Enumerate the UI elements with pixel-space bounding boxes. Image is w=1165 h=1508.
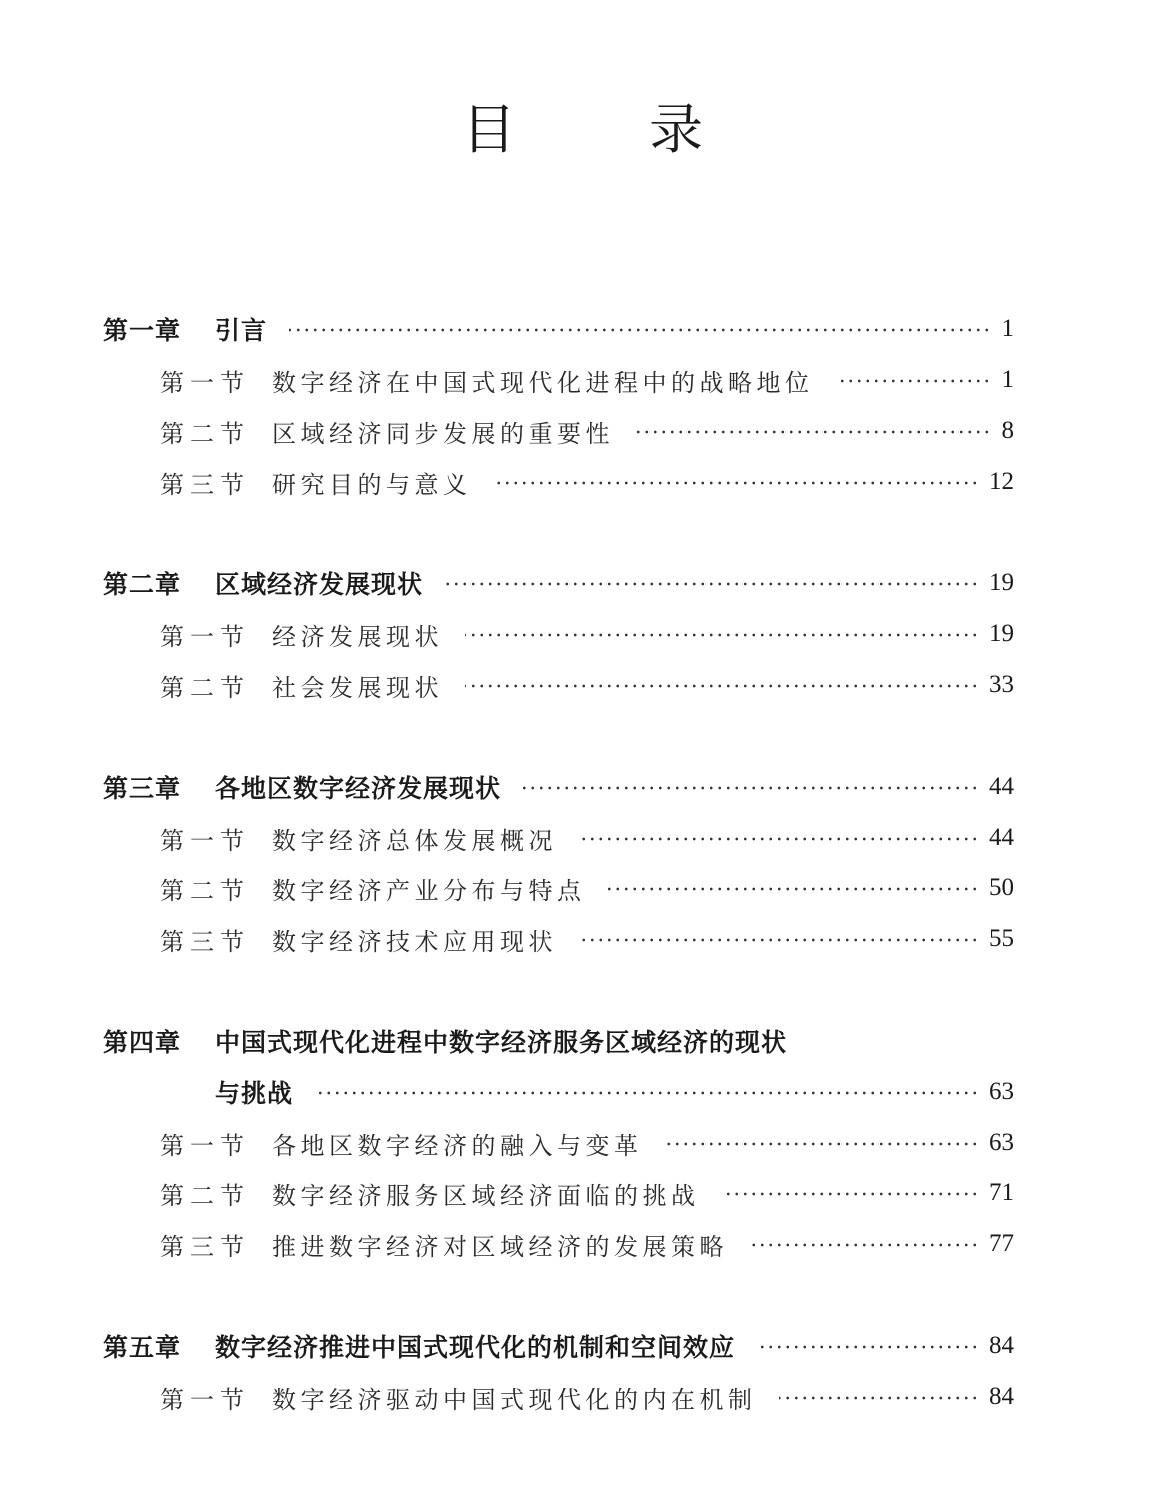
toc-section-row[interactable] (0, 1377, 1165, 1417)
chapter-title: 区域经济发展现状 (215, 570, 424, 599)
page-number: 84 (989, 1332, 1014, 1359)
toc-section-row[interactable] (0, 614, 1165, 654)
dot-leader (608, 887, 979, 891)
toc-chapter-row[interactable] (0, 1021, 1165, 1061)
section-number: 第一节 (160, 368, 250, 397)
chapter-title: 引言 (215, 316, 268, 345)
chapter-title: 各地区数字经济发展现状 (215, 774, 502, 803)
toc-chapter-row[interactable] (0, 309, 1165, 349)
page-number: 19 (989, 569, 1014, 596)
toc-section-row[interactable] (0, 665, 1165, 705)
chapter-number: 第五章 (103, 1333, 182, 1362)
dot-leader (315, 1091, 979, 1095)
dot-leader (445, 582, 979, 586)
dot-leader (665, 1142, 979, 1146)
toc-section-row[interactable] (0, 818, 1165, 858)
toc-section-row[interactable] (0, 360, 1165, 400)
section-number: 第二节 (160, 419, 250, 448)
section-number: 第三节 (160, 470, 250, 499)
section-number: 第二节 (160, 1181, 250, 1210)
section-number: 第三节 (160, 1232, 250, 1261)
chapter-number: 第二章 (103, 570, 182, 599)
page-title: 目 录 (461, 98, 762, 161)
section-title: 研究目的与意义 (272, 470, 472, 499)
dot-leader (523, 786, 979, 790)
section-title: 各地区数字经济的融入与变革 (272, 1131, 643, 1160)
page-number: 1 (1001, 366, 1014, 393)
toc-chapter-row[interactable] (0, 1326, 1165, 1366)
section-number: 第三节 (160, 927, 250, 956)
chapter-title: 数字经济推进中国式现代化的机制和空间效应 (215, 1333, 736, 1362)
toc-chapter-row[interactable] (0, 767, 1165, 807)
page-number: 50 (989, 874, 1014, 901)
chapter-number: 第四章 (103, 1028, 182, 1057)
section-number: 第一节 (160, 826, 250, 855)
toc-section-row[interactable] (0, 462, 1165, 502)
section-title: 数字经济在中国式现代化进程中的战略地位 (272, 368, 814, 397)
toc-section-row[interactable] (0, 868, 1165, 908)
section-title: 社会发展现状 (272, 673, 443, 702)
page-number: 44 (989, 773, 1014, 800)
toc-chapter-row[interactable] (0, 563, 1165, 603)
section-title: 数字经济技术应用现状 (272, 927, 557, 956)
dot-leader (750, 1243, 979, 1247)
section-number: 第一节 (160, 1131, 250, 1160)
page-number: 63 (989, 1078, 1014, 1105)
page-number: 84 (989, 1383, 1014, 1410)
section-number: 第二节 (160, 673, 250, 702)
dot-leader (757, 1345, 979, 1349)
section-title: 经济发展现状 (272, 622, 443, 651)
page-number: 33 (989, 671, 1014, 698)
toc-section-row[interactable] (0, 1123, 1165, 1163)
section-number: 第一节 (160, 1385, 250, 1414)
dot-leader (579, 837, 979, 841)
section-number: 第一节 (160, 622, 250, 651)
page-number: 8 (1001, 417, 1014, 444)
section-title: 数字经济产业分布与特点 (272, 876, 586, 905)
page-number: 71 (989, 1179, 1014, 1206)
dot-leader (494, 481, 979, 485)
section-title: 区域经济同步发展的重要性 (272, 419, 614, 448)
page-number: 63 (989, 1129, 1014, 1156)
section-title: 数字经济驱动中国式现代化的内在机制 (272, 1385, 757, 1414)
dot-leader (465, 633, 979, 637)
toc-section-row[interactable] (0, 411, 1165, 451)
dot-leader (636, 430, 991, 434)
chapter-title: 中国式现代化进程中数字经济服务区域经济的现状 (215, 1028, 788, 1057)
section-title: 数字经济总体发展概况 (272, 826, 557, 855)
page-number: 12 (989, 468, 1014, 495)
page-number: 77 (989, 1230, 1014, 1257)
dot-leader (836, 379, 991, 383)
chapter-number: 第一章 (103, 316, 182, 345)
toc-section-row[interactable] (0, 1173, 1165, 1213)
dot-leader (579, 938, 979, 942)
dot-leader (465, 684, 979, 688)
dot-leader (722, 1192, 979, 1196)
page-number: 1 (1001, 315, 1014, 342)
section-number: 第二节 (160, 876, 250, 905)
dot-leader (289, 328, 991, 332)
page-number: 19 (989, 620, 1014, 647)
toc-chapter-row[interactable] (0, 1072, 1165, 1112)
section-title: 推进数字经济对区域经济的发展策略 (272, 1232, 728, 1261)
toc-section-row[interactable] (0, 1224, 1165, 1264)
section-title: 数字经济服务区域经济面临的挑战 (272, 1181, 700, 1210)
chapter-number: 第三章 (103, 774, 182, 803)
dot-leader (779, 1396, 979, 1400)
page-number: 55 (989, 925, 1014, 952)
page-number: 44 (989, 824, 1014, 851)
toc-section-row[interactable] (0, 919, 1165, 959)
chapter-title: 与挑战 (215, 1079, 294, 1108)
